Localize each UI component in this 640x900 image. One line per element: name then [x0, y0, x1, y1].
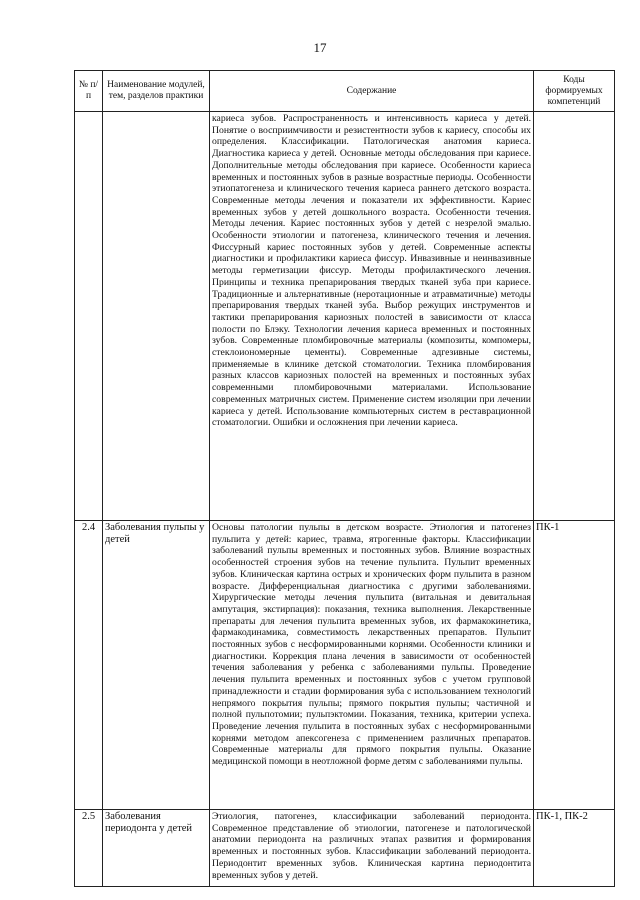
row-name — [103, 112, 210, 521]
row-content: Основы патологии пульпы в детском возрасте. Этиология и патогенез пульпита у детей: кариес, травма, ятрогенные факторы. Классификации заболеваний пульпы временных и постоянных зубов. Влияние возрастных особенностей строения зубов на течение пульпита. Пульпит временных зубов. Клиническая картина острых и хронических форм пульпита в разном возрасте. Дифференциальная диагностика с другими заболеваниями. Хирургические методы лечения пульпита (витальная и девитальная ампутация, экстирпация): показания, техника выполнения. Лекарственные препараты для лечения пульпита временных зубов, их фармакокинетика, фармакодинамика, совместимость лекарственных препаратов. Пульпит постоянных зубов с несформированными корнями. Особенности клиники и диагностики. Коррекция плана лечения в зависимости от особенностей течения заболевания у ребенка с заболеваниями пульпы. Проведение лечения пульпита временных и постоянных зубов с учетом групповой принадлежности и стадии формирования зуба с использованием технологий непрямого покрытия пульпы; прямого покрытия пульпы; частичной и полной пульпотомии; пульпэктомии. Показания, техника, критерии успеха. Проведение лечения пульпита в постоянных зубах с несформированными корнями методом апексогенеза с применением различных препаратов. Современные материалы для прямого покрытия пульпы. Оказание медицинской помощи в неотложной форме детям с заболеваниями пульпы. — [210, 521, 534, 810]
row-name: Заболевания периодонта у детей — [103, 810, 210, 887]
table-header-row — [75, 71, 615, 112]
curriculum-table — [74, 70, 615, 887]
row-content: Этиология, патогенез, классификации заболеваний периодонта. Современное представление об этиологии, патогенезе и патологической анатомии периодонта на различных этапах развития и формирования временных и постоянных зубов. Классификации заболеваний периодонта. Периодонтит временных зубов. Клиническая картина периодонтита временных зубов у детей. — [210, 810, 534, 887]
header-name: Наименование модулей, тем, разделов практики — [103, 71, 210, 112]
row-codes — [534, 112, 615, 521]
page-number: 17 — [313, 40, 327, 55]
row-codes: ПК-1 — [534, 521, 615, 810]
row-content: кариеса зубов. Распространенность и интенсивность кариеса у детей. Понятие о восприимчивости и резистентности зубов к кариесу, способы их определения. Классификации. Патологическая анатомия кариеса. Диагностика кариеса у детей. Основные методы обследования при кариесе. Дополнительные методы обследования при кариесе. Особенности кариеса временных и постоянных зубов в разные возрастные периоды. Особенности этиопатогенеза и клинического течения кариеса раннего детского возраста. Современные методы лечения и показатели их эффективности. Кариес временных зубов у детей дошкольного возраста. Особенности течения. Методы лечения. Кариес постоянных зубов у детей с незрелой эмалью. Особенности этиологии и патогенеза, клинического течения и лечения. Фиссурный кариес постоянных зубов у детей. Современные аспекты диагностики и профилактики кариеса фиссур. Инвазивные и неинвазивные методы герметизации фиссур. Методы профилактического лечения. Принципы и техника препарирования твердых тканей зуба при кариесе. Традиционные и альтернативные (неротационные и атравматичные) методы препарирования твердых тканей зуба. Выбор режущих инструментов и тактики препарирования кариозных полостей в зависимости от класса полости по Блэку. Технологии лечения кариеса временных и постоянных зубов. Современные пломбировочные материалы (композиты, компомеры, стеклоиономерные цементы). Современные адгезивные системы, применяемые в клинике детской стоматологии. Техника пломбирования разных классов кариозных полостей на временных и постоянных зубах современными пломбировочными материалами. Использование современных матричных систем. Применение систем изоляции при лечении кариеса у детей. Использование компьютерных систем в реставрационной стоматологии. Ошибки и осложнения при лечении кариеса. — [210, 112, 534, 521]
header-content: Содержание — [210, 71, 534, 112]
table-row — [75, 810, 615, 887]
row-name: Заболевания пульпы у детей — [103, 521, 210, 810]
header-codes: Коды формируемых компетенций — [534, 71, 615, 112]
row-num: 2.5 — [75, 810, 103, 887]
row-num — [75, 112, 103, 521]
table-row — [75, 112, 615, 521]
row-codes: ПК-1, ПК-2 — [534, 810, 615, 887]
row-num: 2.4 — [75, 521, 103, 810]
table-row — [75, 521, 615, 810]
header-num: № п/п — [75, 71, 103, 112]
